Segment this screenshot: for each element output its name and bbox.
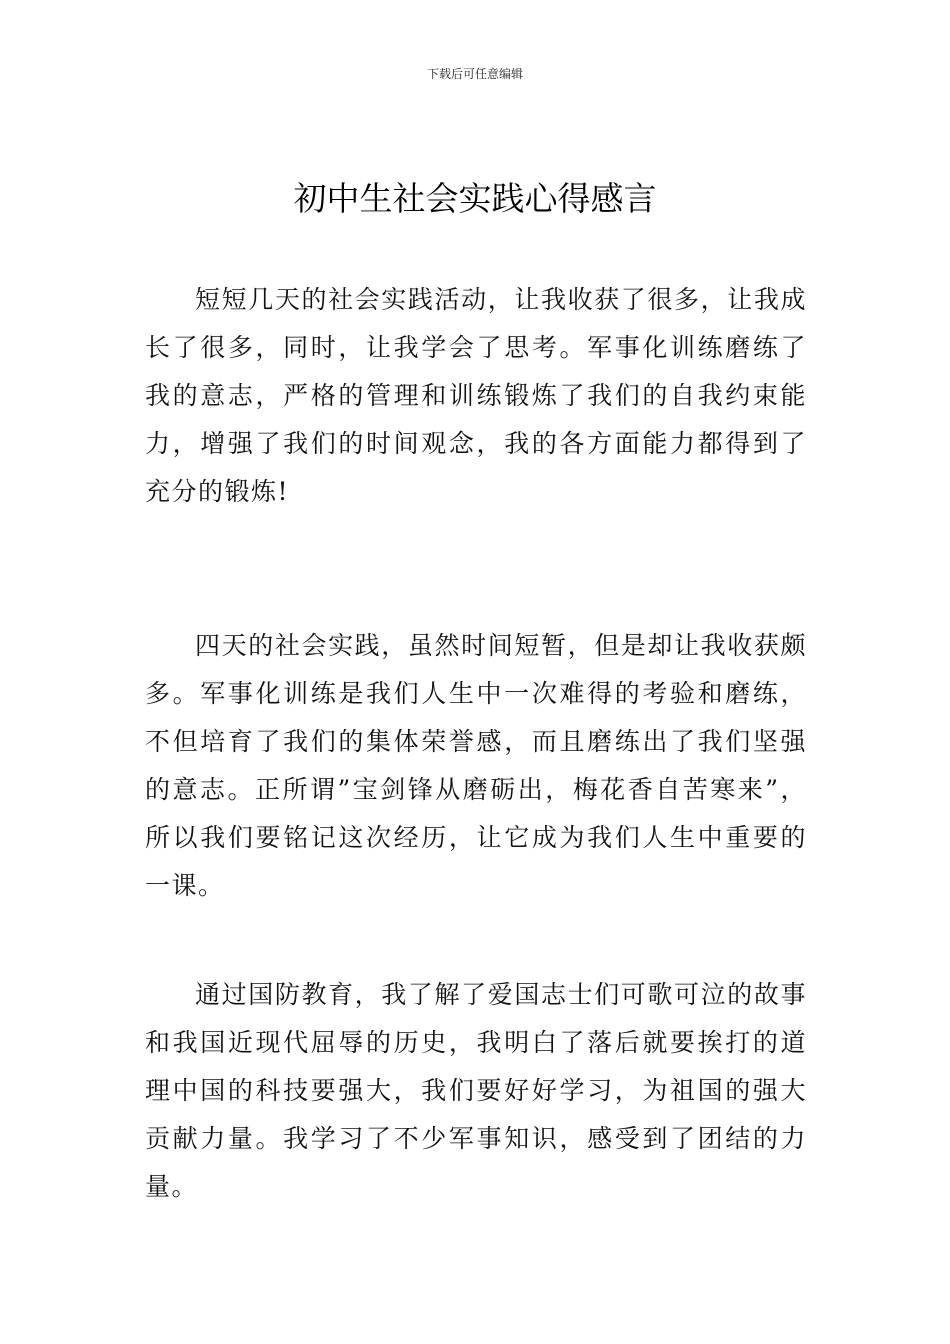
document-title: 初中生社会实践心得感言	[293, 179, 657, 218]
paragraph-1: 短短几天的社会实践活动，让我收获了很多，让我成长了很多，同时，让我学会了思考。军事化训练磨练了我的意志，严格的管理和训练锻炼了我们的自我约束能力，增强了我们的时间观念，我的各方面能力都得到了充分的锻炼!	[145, 285, 807, 506]
paragraph-3: 通过国防教育，我了解了爱国志士们可歌可泣的故事和我国近现代屈辱的历史，我明白了落后就要挨打的道理中国的科技要强大，我们要好好学习，为祖国的强大贡献力量。我学习了不少军事知识，感受到了团结的力量。	[145, 980, 807, 1201]
paragraph-2: 四天的社会实践，虽然时间短暂，但是却让我收获颇多。军事化训练是我们人生中一次难得的考验和磨练，不但培育了我们的集体荣誉感，而且磨练出了我们坚强的意志。正所谓”宝剑锋从磨砺出，梅花香自苦寒来”，所以我们要铭记这次经历，让它成为我们人生中重要的一课。	[145, 631, 807, 900]
page-header: 下载后可任意编辑	[426, 67, 523, 81]
